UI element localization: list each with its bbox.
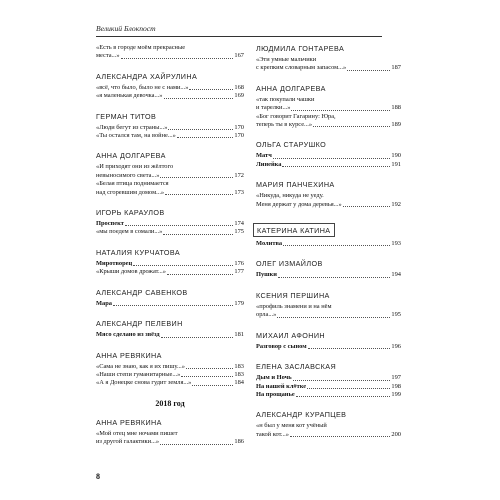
- author-name: АННА РЕВЯКИНА: [96, 350, 162, 360]
- toc-entry: [96, 260, 244, 268]
- toc-entry: [96, 163, 244, 180]
- entry-title: На прощанье: [256, 390, 295, 398]
- entry-title: «А я Донецке снова гудит земля...»: [96, 379, 192, 387]
- entry-page: 195: [391, 311, 401, 319]
- entry-title-line1: «Мой отец мне ночами пишет: [96, 429, 178, 437]
- toc-entry: [256, 343, 401, 351]
- toc-group: [256, 84, 401, 130]
- toc-entry: [256, 422, 401, 439]
- entry-title-line1: «так покупали чашки: [256, 95, 315, 103]
- entry-title: Дым и Ночь: [256, 374, 292, 382]
- entry-page: 167: [234, 52, 244, 60]
- author-name: АЛЕКСАНДР САВЕНКОВ: [96, 287, 188, 297]
- toc-entry: [256, 240, 401, 248]
- entry-title: «я маленькая девочка...»: [96, 92, 163, 100]
- entry-page: 191: [391, 160, 401, 168]
- toc-entry: [96, 363, 244, 371]
- entry-page: 192: [391, 200, 401, 208]
- entry-title-line2: Меня держат у дома деревья...»: [256, 200, 342, 208]
- toc-group: [256, 331, 401, 351]
- entry-title-line1: «Белая птица поднимается: [96, 180, 169, 188]
- entry-page: 170: [234, 123, 244, 131]
- entry-page: 174: [234, 220, 244, 228]
- entry-title: «всё, что было, было не с нами...»: [96, 83, 189, 91]
- toc-entry: [96, 84, 244, 92]
- entry-title: Пушки: [256, 271, 277, 279]
- toc-group: [96, 72, 244, 101]
- toc-group: [256, 410, 401, 439]
- toc-entry: [96, 300, 244, 308]
- author-name: АЛЕКСАНДР ПЕЛЕВИН: [96, 319, 183, 329]
- entry-title-line2: места...»: [96, 52, 120, 60]
- entry-title: Мясо сделано из звёзд: [96, 331, 160, 339]
- entry-title: На нашей кл#тке: [256, 382, 307, 390]
- author-name: АЛЕКСАНДР КУРАПЦЕВ: [256, 410, 347, 420]
- toc-group: [96, 208, 244, 237]
- toc-right-column: [256, 44, 401, 450]
- entry-title: «Ты остался там, на войне...»: [96, 132, 176, 140]
- author-name: НАТАЛИЯ КУРЧАТОВА: [96, 247, 181, 257]
- entry-title-line2: с крепким словарным запасом...»: [256, 64, 347, 72]
- entry-page: 177: [234, 268, 244, 276]
- entry-page: 199: [391, 390, 401, 398]
- entry-title-line1: «И приходят они из жёлтого: [96, 163, 174, 171]
- toc-entry: [256, 113, 401, 130]
- entry-title: Миротворец: [96, 259, 133, 267]
- toc-group: [96, 351, 244, 388]
- toc-entry: [96, 44, 244, 61]
- entry-title: «Наши степи гуманитарные...»: [96, 370, 181, 378]
- entry-title-line2: над сгоревшим домом...»: [96, 188, 165, 196]
- entry-title: Линейка: [256, 160, 282, 168]
- entry-title: Матч: [256, 152, 272, 160]
- entry-page: 168: [234, 83, 244, 91]
- entry-title-line1: «Есть в городе моём прекрасные: [96, 44, 186, 51]
- year-heading: 2018 год: [155, 398, 185, 408]
- entry-page: 198: [391, 382, 401, 390]
- entry-title-line1: «н был у меня кот учёный: [256, 422, 327, 430]
- toc-group: [256, 362, 401, 399]
- toc-group: [96, 248, 244, 277]
- author-name: ГЕРМАН ТИТОВ: [96, 111, 157, 121]
- entry-title: Разговор с сыном: [256, 342, 307, 350]
- entry-page: 186: [234, 438, 244, 446]
- entry-title-line2: орла...»: [256, 311, 277, 319]
- toc-group: [96, 151, 244, 197]
- toc-group: [256, 220, 401, 248]
- entry-page: 188: [391, 104, 401, 112]
- toc-entry: [96, 371, 244, 379]
- entry-page: 196: [391, 342, 401, 350]
- entry-title: «мы поедем в сомали...»: [96, 228, 163, 236]
- toc-entry: [96, 228, 244, 236]
- author-name: АЛЕКСАНДРА ХАЙРУЛИНА: [96, 71, 198, 81]
- toc-group: [96, 319, 244, 339]
- toc-entry: [256, 391, 401, 399]
- running-header: Великий Блокпост: [96, 24, 156, 33]
- entry-page: 175: [234, 228, 244, 236]
- author-name: ОЛЬГА СТАРУШКО: [256, 140, 327, 150]
- entry-page: 194: [391, 271, 401, 279]
- entry-title-line2: такой кот...»: [256, 430, 289, 438]
- entry-page: 176: [234, 259, 244, 267]
- toc-entry: [256, 96, 401, 113]
- author-name: АННА РЕВЯКИНА: [96, 417, 162, 427]
- entry-title: «Крыши домов дрожат...»: [96, 268, 166, 276]
- author-name: АННА ДОЛГАРЕВА: [96, 151, 166, 161]
- toc-group: [256, 180, 401, 209]
- entry-title-line1: «профиль знамени и на нём: [256, 302, 332, 310]
- toc-group: [96, 112, 244, 141]
- author-name: МАРИЯ ПАНЧЕХИНА: [256, 180, 335, 190]
- author-name: ЛЮДМИЛА ГОНТАРЕВА: [256, 44, 345, 53]
- entry-title-line1: «Бог говорит Гагарину: Юра,: [256, 112, 336, 120]
- toc-group: [256, 259, 401, 279]
- toc-entry: [96, 92, 244, 100]
- entry-title-line2: из другой галактики...»: [96, 438, 160, 446]
- toc-group: [256, 140, 401, 169]
- toc-entry: [256, 271, 401, 279]
- entry-page: 193: [391, 240, 401, 248]
- entry-page: 200: [391, 430, 401, 438]
- toc-entry: [256, 161, 401, 169]
- entry-title-line1: «Эти умные мальчики: [256, 56, 317, 63]
- toc-entry: [96, 331, 244, 339]
- entry-page: 179: [234, 299, 244, 307]
- entry-title: Проспект: [96, 220, 124, 228]
- entry-page: 169: [234, 92, 244, 100]
- entry-page: 173: [234, 188, 244, 196]
- entry-page: 183: [234, 362, 244, 370]
- toc-entry: [96, 430, 244, 447]
- entry-title: «Люди бегут из страны...»: [96, 123, 168, 131]
- toc-entry: [256, 152, 401, 160]
- entry-page: 189: [391, 121, 401, 129]
- toc-entry: [96, 379, 244, 387]
- entry-title: «Сама не знаю, как я их пишу...»: [96, 362, 185, 370]
- author-name-boxed: КАТЕРИНА КАТИНА: [253, 223, 335, 237]
- header-rule: [96, 36, 382, 37]
- entry-page: 172: [234, 171, 244, 179]
- toc-group: [96, 418, 244, 447]
- entry-page: 170: [234, 132, 244, 140]
- entry-title-line2: невыносимого света...»: [96, 171, 160, 179]
- entry-page: 183: [234, 370, 244, 378]
- entry-title-line2: теперь ты в курсе...»: [256, 121, 313, 129]
- entry-title-line2: и тарелки...»: [256, 104, 291, 112]
- entry-title: Мара: [96, 299, 112, 307]
- entry-title-line1: «Никуда, никуда не уеду.: [256, 192, 324, 200]
- toc-entry: [96, 180, 244, 197]
- entry-title: Молитва: [256, 240, 283, 248]
- toc-group: [96, 288, 244, 308]
- toc-entry: [256, 56, 401, 73]
- toc-entry: [256, 303, 401, 320]
- entry-page: 184: [234, 379, 244, 387]
- toc-entry: [256, 374, 401, 382]
- author-name: ОЛЕГ ИЗМАЙЛОВ: [256, 259, 323, 269]
- author-name: КСЕНИЯ ПЕРШИНА: [256, 290, 330, 300]
- toc-entry: [96, 268, 244, 276]
- author-name: МИХАИЛ АФОНИН: [256, 330, 325, 340]
- toc-left-column: [96, 44, 244, 458]
- toc-entry: [96, 220, 244, 228]
- page-number: 8: [96, 472, 100, 481]
- author-name: ИГОРЬ КАРАУЛОВ: [96, 208, 165, 218]
- toc-entry: [256, 383, 401, 391]
- toc-group: [256, 44, 401, 73]
- toc-group: [96, 44, 244, 61]
- author-name: АННА ДОЛГАРЕВА: [256, 83, 326, 93]
- toc-group: [256, 291, 401, 320]
- entry-page: 190: [391, 152, 401, 160]
- entry-page: 187: [391, 64, 401, 72]
- toc-entry: [96, 124, 244, 132]
- entry-page: 197: [391, 374, 401, 382]
- toc-entry: [96, 132, 244, 140]
- author-name: ЕЛЕНА ЗАСЛАВСКАЯ: [256, 362, 337, 372]
- toc-entry: [256, 192, 401, 209]
- entry-page: 181: [234, 331, 244, 339]
